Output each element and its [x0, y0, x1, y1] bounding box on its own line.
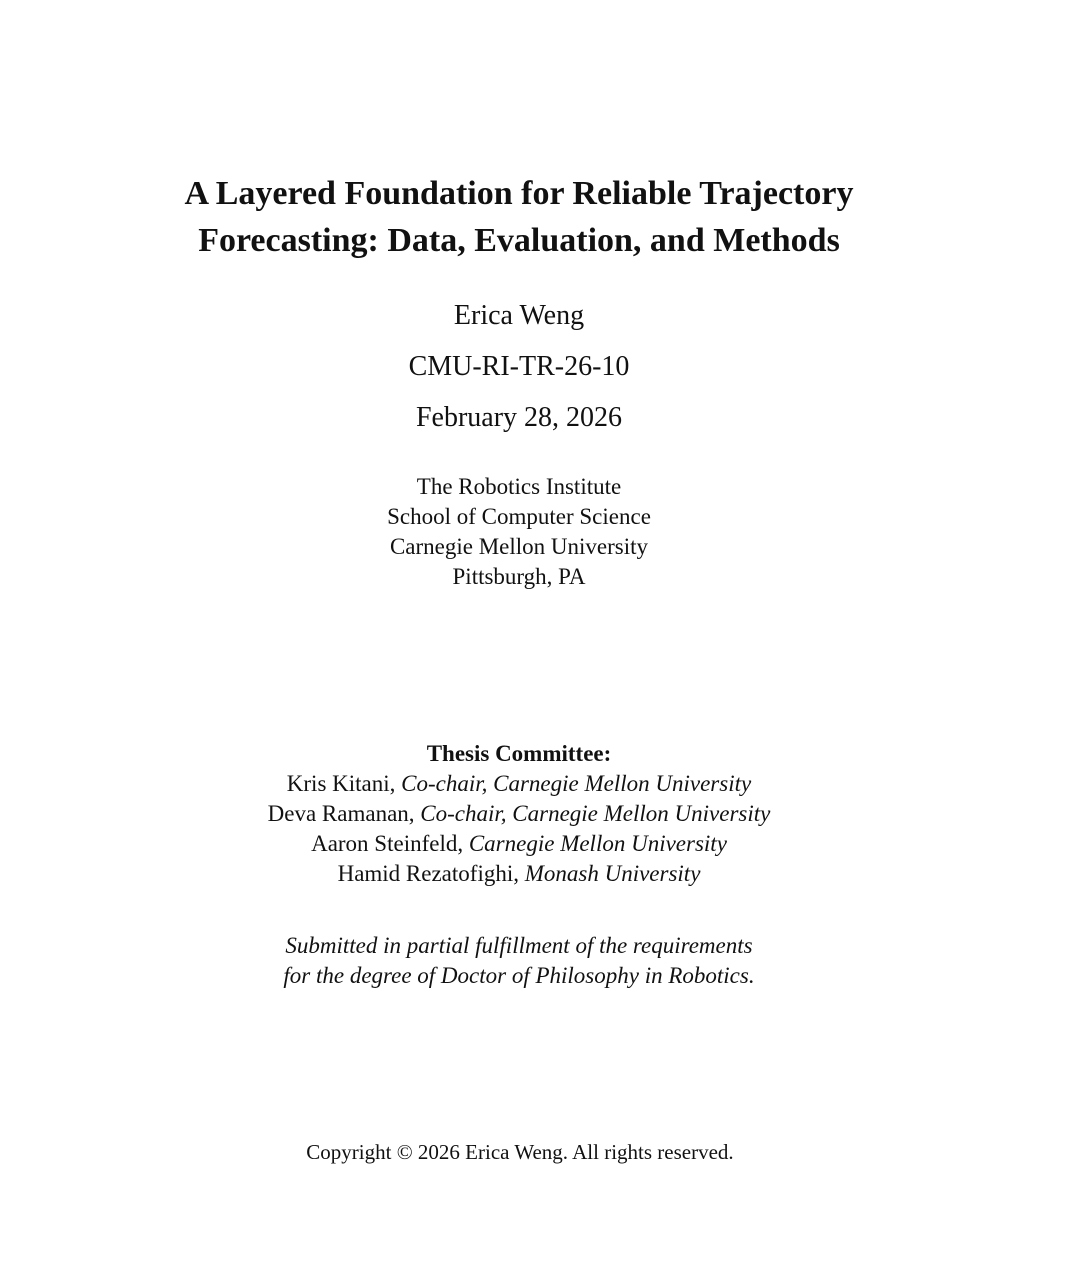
institution-line-2: School of Computer Science: [387, 504, 651, 529]
member-name: Kris Kitani,: [286, 771, 396, 796]
member-role: Co-chair, Carnegie Mellon University: [420, 801, 771, 826]
submission-statement: [0, 931, 1038, 991]
institution-line-4: Pittsburgh, PA: [452, 564, 586, 589]
member-role: Monash University: [524, 861, 701, 886]
submission-line-2: for the degree of Doctor of Philosophy in Robotics.: [283, 963, 755, 988]
committee-heading: Thesis Committee:: [426, 741, 612, 766]
document-title: [0, 170, 1038, 264]
member-name: Hamid Rezatofighi,: [337, 861, 519, 886]
thesis-committee: [0, 739, 1038, 889]
institution-line-3: Carnegie Mellon University: [389, 534, 649, 559]
committee-member: [0, 799, 1038, 829]
submission-line-1: Submitted in partial fulfillment of the requirements: [285, 933, 753, 958]
member-role: Co-chair, Carnegie Mellon University: [401, 771, 752, 796]
member-name: Aaron Steinfeld,: [311, 831, 464, 856]
member-name: Deva Ramanan,: [267, 801, 415, 826]
title-line-1: A Layered Foundation for Reliable Trajectory: [184, 175, 854, 212]
author-name: Erica Weng: [453, 300, 585, 331]
committee-member: [0, 829, 1038, 859]
committee-member: [0, 859, 1038, 889]
institution-block: [0, 472, 1038, 592]
member-role: Carnegie Mellon University: [468, 831, 727, 856]
document-date: February 28, 2026: [415, 402, 623, 433]
committee-member: [0, 769, 1038, 799]
report-number: CMU-RI-TR-26-10: [408, 351, 630, 382]
institution-line-1: The Robotics Institute: [416, 474, 622, 499]
title-line-2: Forecasting: Data, Evaluation, and Methods: [198, 222, 840, 259]
copyright-notice: Copyright © 2026 Erica Weng. All rights reserved.: [306, 1140, 734, 1164]
